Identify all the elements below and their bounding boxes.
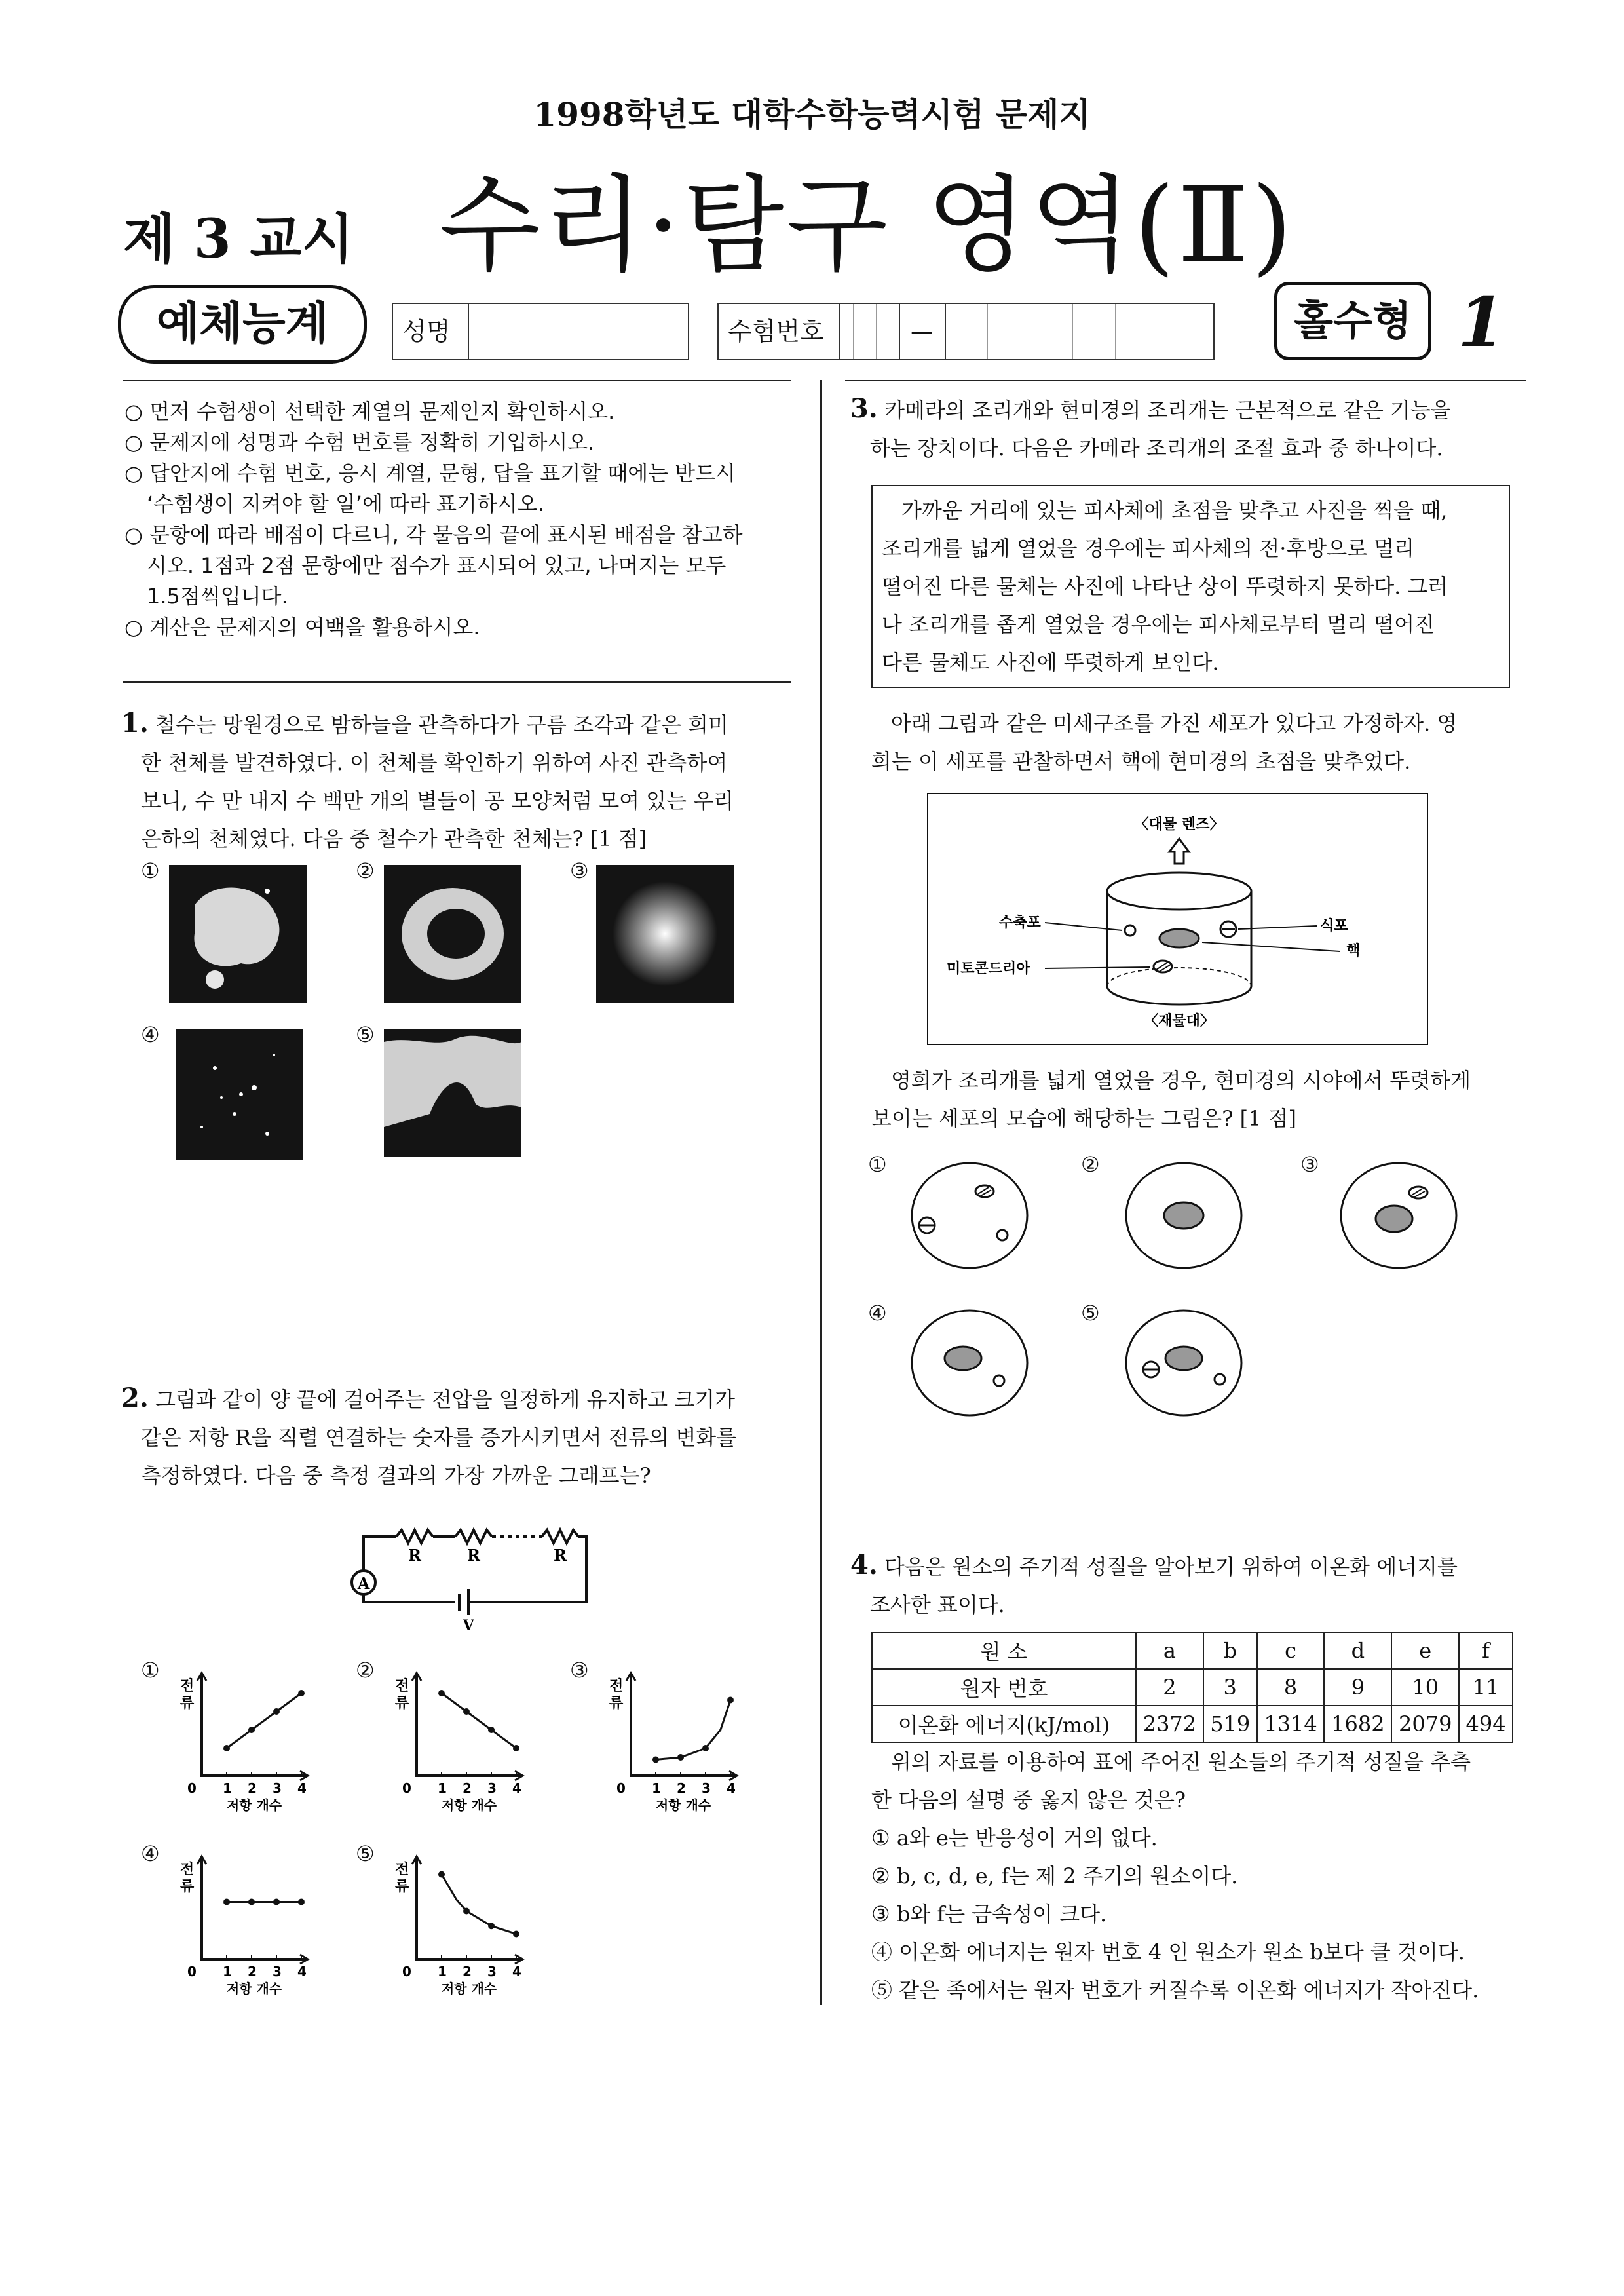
q1-option-3-image[interactable] <box>596 865 734 1003</box>
plastid-label: 식포 <box>1320 918 1348 934</box>
table-cell: 1314 <box>1257 1706 1325 1742</box>
q2-option-4-graph[interactable] <box>166 1845 316 1995</box>
answer-choice[interactable]: ① a와 e는 반응성이 거의 없다. <box>871 1826 1158 1850</box>
answer-choice[interactable]: ⑤ 같은 족에서는 원자 번호가 커질수록 이온화 에너지가 작아진다. <box>871 1978 1479 2002</box>
instructions-rule <box>123 681 791 683</box>
table-cell: 519 <box>1203 1706 1257 1742</box>
graph-point <box>463 1708 470 1715</box>
x-tick-label: 0 <box>402 1964 411 1980</box>
q3-option-2-cell[interactable] <box>1122 1160 1246 1271</box>
q2-option-label: ③ <box>570 1658 589 1683</box>
instruction-line: ‘수험생이 지켜야 할 일’에 따라 표기하시오. <box>147 491 544 516</box>
x-tick-label: 3 <box>487 1780 497 1796</box>
stage-label: 〈재물대〉 <box>1144 1013 1215 1029</box>
table-cell: 494 <box>1459 1706 1513 1742</box>
x-tick-label: 0 <box>187 1780 197 1796</box>
q1-option-label: ① <box>141 858 160 883</box>
x-axis-label: 저항 개수 <box>226 1981 282 1995</box>
q3-option-label: ④ <box>868 1301 887 1326</box>
question-text: 조사한 표이다. <box>870 1592 1005 1617</box>
graph-curve <box>227 1693 301 1748</box>
resistor-label: R <box>554 1546 567 1565</box>
x-tick-label: 1 <box>438 1780 447 1796</box>
q1-option-1-image[interactable] <box>169 865 307 1003</box>
graph-point <box>488 1727 495 1733</box>
x-tick-label: 4 <box>297 1964 307 1980</box>
q1-option-label: ② <box>356 858 375 883</box>
q3-option-label: ⑤ <box>1081 1301 1100 1326</box>
question-2 <box>121 1379 809 1495</box>
page-number: 1 <box>1458 282 1505 362</box>
q3-option-4-cell[interactable] <box>907 1307 1032 1419</box>
table-row <box>872 1706 1513 1742</box>
x-tick-label: 0 <box>187 1964 197 1980</box>
q2-option-5-graph[interactable] <box>381 1845 531 1995</box>
graph-point <box>513 1745 519 1751</box>
question-text: 한 다음의 설명 중 옳지 않은 것은? <box>871 1788 1186 1812</box>
q3-option-1-cell[interactable] <box>907 1160 1032 1271</box>
x-tick-label: 3 <box>702 1780 711 1796</box>
row-label: 원자 번호 <box>872 1669 1136 1706</box>
table-cell: e <box>1391 1632 1459 1669</box>
question-text: 희는 이 세포를 관찰하면서 핵에 현미경의 초점을 맞추었다. <box>871 749 1411 774</box>
graph-point <box>298 1899 305 1905</box>
column-divider <box>820 380 822 2005</box>
graph-point <box>223 1899 230 1905</box>
question-text: 영희가 조리개를 넓게 열었을 경우, 현미경의 시야에서 뚜렷하게 <box>891 1068 1471 1093</box>
exam-title: 1998학년도 대학수학능력시험 문제지 <box>533 95 1091 134</box>
question-text: 한 천체를 발견하였다. 이 천체를 확인하기 위하여 사진 관측하여 <box>141 750 728 775</box>
table-cell: c <box>1257 1632 1325 1669</box>
y-axis-label: 전 <box>180 1678 195 1694</box>
question-1 <box>121 704 809 858</box>
x-tick-label: 2 <box>677 1780 686 1796</box>
q2-option-1-graph[interactable] <box>166 1661 316 1812</box>
q3-option-5-cell[interactable] <box>1122 1307 1246 1419</box>
x-tick-label: 3 <box>273 1964 282 1980</box>
x-tick-label: 2 <box>248 1780 257 1796</box>
instruction-line: 시오. 1점과 2점 문항에만 점수가 표시되어 있고, 나머지는 모두 <box>147 553 727 578</box>
question-3 <box>850 390 1532 467</box>
table-cell: 2372 <box>1136 1706 1203 1742</box>
exam-number-field[interactable] <box>717 303 1215 360</box>
track-badge: 예체능계 <box>118 285 367 364</box>
graph-axes <box>202 1858 307 1959</box>
row-label: 이온화 에너지(kJ/mol) <box>872 1706 1136 1742</box>
graph-point <box>513 1931 519 1938</box>
q1-option-4-image[interactable] <box>176 1029 303 1160</box>
x-tick-label: 3 <box>273 1780 282 1796</box>
y-axis-label: 전 <box>180 1862 195 1878</box>
question-number: 2. <box>121 1383 149 1413</box>
table-cell: 2 <box>1136 1669 1203 1706</box>
q3-option-label: ① <box>868 1152 887 1177</box>
x-tick-label: 4 <box>512 1780 521 1796</box>
graph-axes <box>417 1674 521 1776</box>
graph-point <box>273 1708 280 1715</box>
question-text: 같은 저항 R을 직렬 연결하는 숫자를 증가시키면서 전류의 변화를 <box>141 1425 737 1450</box>
y-axis-label: 류 <box>609 1695 624 1712</box>
graph-axes <box>417 1858 521 1959</box>
question-number: 4. <box>850 1550 878 1580</box>
instructions <box>124 396 806 643</box>
x-axis-label: 저항 개수 <box>441 1797 497 1812</box>
instruction-line: ○ 먼저 수험생이 선택한 계열의 문제인지 확인하시오. <box>124 399 615 424</box>
table-cell: f <box>1459 1632 1513 1669</box>
x-tick-label: 4 <box>297 1780 307 1796</box>
answer-choice[interactable]: ④ 이온화 에너지는 원자 번호 4 인 원소가 원소 b보다 클 것이다. <box>871 1940 1465 1964</box>
question-text: 보니, 수 만 내지 수 백만 개의 별들이 공 모양처럼 모여 있는 우리 <box>141 788 734 813</box>
table-cell: 9 <box>1324 1669 1391 1706</box>
q1-option-5-image[interactable] <box>384 1029 521 1157</box>
question-text: 그림과 같이 양 끝에 걸어주는 전압을 일정하게 유지하고 크기가 <box>155 1387 736 1412</box>
graph-point <box>248 1899 255 1905</box>
subject-title: 수리·탐구 영역(Ⅱ) <box>439 164 1295 286</box>
header-rule-right <box>845 380 1526 381</box>
y-axis-label: 전 <box>609 1678 624 1694</box>
question-text: 철수는 망원경으로 밤하늘을 관측하다가 구름 조각과 같은 희미 <box>155 712 728 737</box>
x-tick-label: 1 <box>438 1964 447 1980</box>
table-cell: 3 <box>1203 1669 1257 1706</box>
graph-point <box>702 1745 709 1751</box>
table-cell: 1682 <box>1324 1706 1391 1742</box>
question-text: 하는 장치이다. 다음은 카메라 조리개의 조절 효과 중 하나이다. <box>870 436 1443 461</box>
graph-point <box>248 1727 255 1733</box>
x-axis-label: 저항 개수 <box>655 1797 711 1812</box>
x-tick-label: 2 <box>248 1964 257 1980</box>
x-tick-label: 0 <box>616 1780 626 1796</box>
box-text: 조리개를 넓게 열었을 경우에는 피사체의 전·후방으로 멀리 <box>882 536 1415 561</box>
instruction-line: ○ 답안지에 수험 번호, 응시 계열, 문형, 답을 표기할 때에는 반드시 <box>124 461 736 486</box>
y-axis-label: 전 <box>395 1678 409 1694</box>
exam-number-dash: — <box>911 318 933 345</box>
y-axis-label: 류 <box>395 1879 409 1895</box>
exam-number-label: 수험번호 <box>719 304 840 359</box>
q1-option-label: ⑤ <box>356 1022 375 1047</box>
table-cell: 8 <box>1257 1669 1325 1706</box>
x-axis-label: 저항 개수 <box>441 1981 497 1995</box>
graph-point <box>677 1754 684 1761</box>
box-text: 다른 물체도 사진에 뚜렷하게 보인다. <box>882 650 1219 675</box>
graph-point <box>488 1923 495 1929</box>
table-cell: d <box>1324 1632 1391 1669</box>
q1-option-label: ④ <box>141 1022 160 1047</box>
question-number: 1. <box>121 708 149 738</box>
q3-question <box>871 1062 1526 1138</box>
graph-point <box>463 1908 470 1915</box>
question-text: 다음은 원소의 주기적 성질을 알아보기 위하여 이온화 에너지를 <box>884 1554 1458 1579</box>
answer-choice[interactable]: ③ b와 f는 금속성이 크다. <box>871 1902 1107 1926</box>
table-cell: a <box>1136 1632 1203 1669</box>
y-axis-label: 류 <box>180 1879 195 1895</box>
y-axis-label: 류 <box>395 1695 409 1712</box>
x-axis-label: 저항 개수 <box>226 1797 282 1812</box>
y-axis-label: 전 <box>395 1862 409 1878</box>
x-tick-label: 4 <box>727 1780 736 1796</box>
table-cell: b <box>1203 1632 1257 1669</box>
x-tick-label: 4 <box>512 1964 521 1980</box>
instruction-line: ○ 문제지에 성명과 수험 번호를 정확히 기입하시오. <box>124 430 595 455</box>
instruction-line: ○ 문항에 따라 배점이 다르니, 각 물음의 끝에 표시된 배점을 참고하 <box>124 522 743 547</box>
q2-option-2-graph[interactable] <box>381 1661 531 1812</box>
period-label: 제 3 교시 <box>123 208 354 271</box>
instruction-line: ○ 계산은 문제지의 여백을 활용하시오. <box>124 615 480 640</box>
q2-option-label: ① <box>141 1658 160 1683</box>
graph-axes <box>631 1674 736 1776</box>
x-tick-label: 2 <box>463 1964 472 1980</box>
circuit-diagram <box>337 1520 599 1632</box>
question-text: 아래 그림과 같은 미세구조를 가진 세포가 있다고 가정하자. 영 <box>891 711 1458 736</box>
graph-point <box>727 1697 734 1704</box>
graph-axes <box>202 1674 307 1776</box>
q2-option-3-graph[interactable] <box>595 1661 746 1812</box>
graph-curve <box>656 1700 730 1760</box>
resistor-label: R <box>408 1546 421 1565</box>
question-text: 은하의 천체였다. 다음 중 철수가 관측한 천체는? [1 점] <box>141 826 647 851</box>
q1-option-label: ③ <box>570 858 589 883</box>
graph-curve <box>442 1875 516 1934</box>
x-tick-label: 1 <box>223 1964 232 1980</box>
name-label: 성명 <box>393 304 469 359</box>
q2-option-label: ⑤ <box>356 1841 375 1866</box>
x-tick-label: 0 <box>402 1780 411 1796</box>
q3-context <box>871 704 1526 780</box>
q2-option-label: ② <box>356 1658 375 1683</box>
box-text: 떨어진 다른 물체는 사진에 나타난 상이 뚜렷하지 못하다. 그러 <box>882 574 1448 599</box>
graph-point <box>273 1899 280 1905</box>
graph-point <box>652 1757 659 1763</box>
question-number: 3. <box>850 393 878 424</box>
graph-curve <box>442 1693 516 1748</box>
graph-point <box>223 1745 230 1751</box>
q3-option-label: ② <box>1081 1152 1100 1177</box>
graph-point <box>438 1871 445 1878</box>
question-text: 카메라의 조리개와 현미경의 조리개는 근본적으로 같은 기능을 <box>884 398 1451 423</box>
vacuole-label: 수축포 <box>999 915 1041 931</box>
mitochondria-label: 미토콘드리아 <box>947 961 1030 977</box>
question-text: 위의 자료를 이용하여 표에 주어진 원소들의 주기적 성질을 추측 <box>891 1750 1471 1774</box>
graph-point <box>438 1690 445 1696</box>
voltage-label: V <box>463 1617 474 1632</box>
row-label: 원 소 <box>872 1632 1136 1669</box>
table-cell: 2079 <box>1391 1706 1459 1742</box>
x-tick-label: 1 <box>652 1780 661 1796</box>
resistor-label: R <box>467 1546 480 1565</box>
q3-option-3-cell[interactable] <box>1336 1160 1461 1271</box>
header-rule <box>123 380 791 381</box>
q2-option-label: ④ <box>141 1841 160 1866</box>
table-row <box>872 1632 1513 1669</box>
box-text: 가까운 거리에 있는 피사체에 초점을 맞추고 사진을 찍을 때, <box>901 498 1448 523</box>
x-tick-label: 1 <box>223 1780 232 1796</box>
answer-choice[interactable]: ② b, c, d, e, f는 제 2 주기의 원소이다. <box>871 1864 1238 1888</box>
question-text: 측정하였다. 다음 중 측정 결과의 가장 가까운 그래프는? <box>141 1463 651 1488</box>
y-axis-label: 류 <box>180 1695 195 1712</box>
ionization-energy-table <box>871 1632 1513 1743</box>
question-4 <box>850 1546 1532 1624</box>
cell-microscope-diagram <box>927 793 1428 1045</box>
exam-type-badge: 홀수형 <box>1274 282 1431 360</box>
ammeter-label: A <box>357 1574 370 1593</box>
q3-option-label: ③ <box>1300 1152 1319 1177</box>
q3-info-box <box>871 485 1510 688</box>
instruction-line: 1.5점씩입니다. <box>147 584 288 609</box>
graph-point <box>298 1690 305 1696</box>
nucleus-label: 핵 <box>1346 943 1361 959</box>
box-text: 나 조리개를 좁게 열었을 경우에는 피사체로부터 멀리 떨어진 <box>882 612 1435 637</box>
table-cell: 11 <box>1459 1669 1513 1706</box>
x-tick-label: 2 <box>463 1780 472 1796</box>
q1-option-2-image[interactable] <box>384 865 521 1003</box>
x-tick-label: 3 <box>487 1964 497 1980</box>
question-text: 보이는 세포의 모습에 해당하는 그림은? [1 점] <box>871 1106 1297 1131</box>
name-field[interactable] <box>392 303 689 360</box>
q4-question <box>871 1743 1526 2009</box>
objective-lens-label: 〈대물 렌즈〉 <box>1134 816 1224 833</box>
table-cell: 10 <box>1391 1669 1459 1706</box>
table-row <box>872 1669 1513 1706</box>
